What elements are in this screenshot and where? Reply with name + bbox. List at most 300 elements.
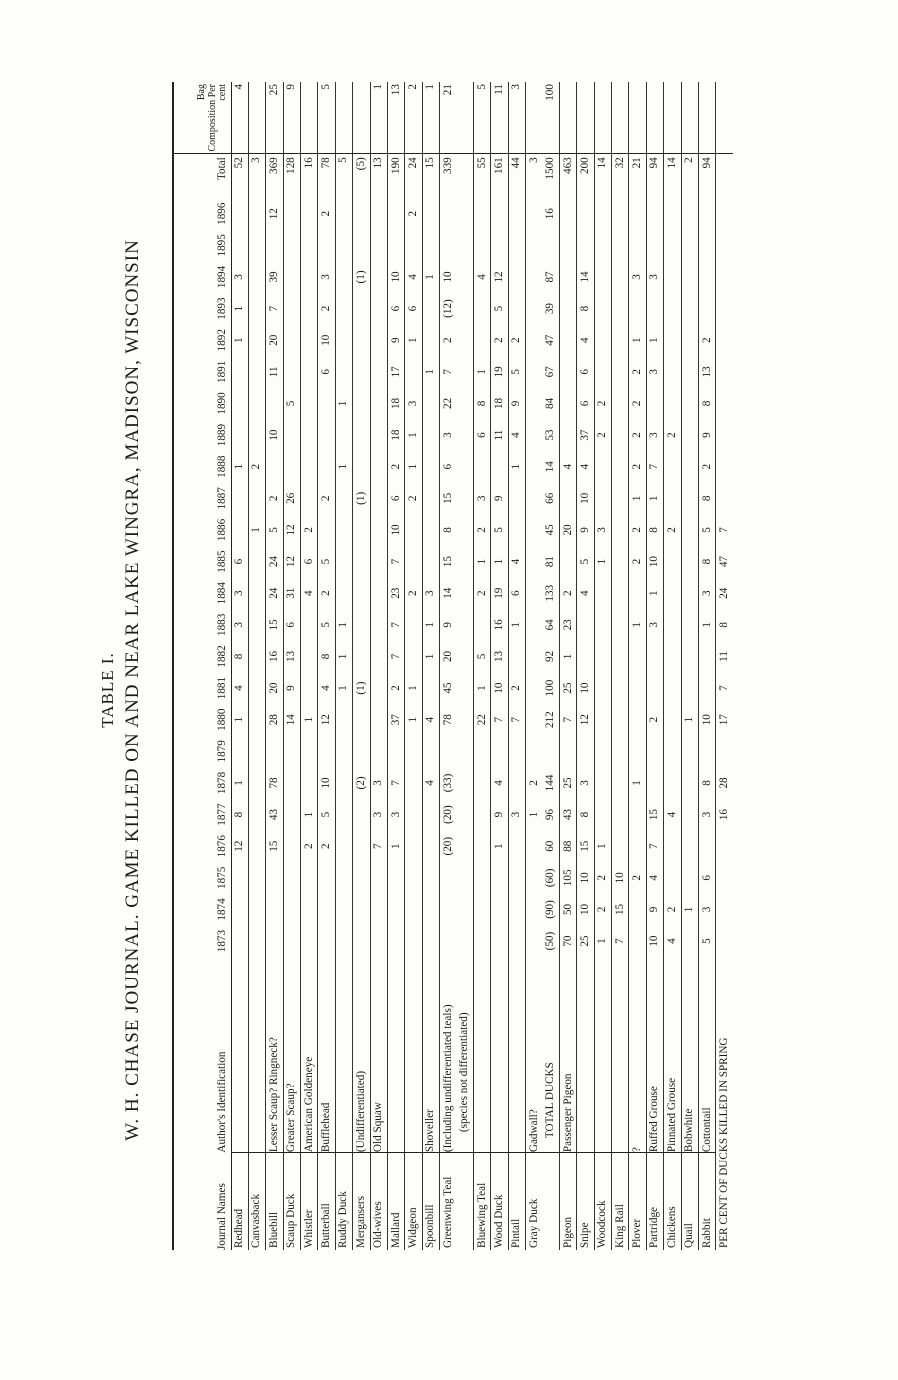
table-cell: 78 [266,767,283,799]
table-cell [266,862,283,894]
table-cell [681,609,698,641]
table-row [283,82,300,1250]
table-cell [664,356,681,388]
table-cell: 2 [526,767,543,799]
table-cell [594,641,611,673]
row-percent [612,82,629,154]
table-cell [283,830,300,862]
table-cell [370,293,387,325]
table-cell: 4 [559,451,576,483]
table-cell: 37 [388,704,405,736]
table-cell [559,198,576,230]
table-cell: 2 [301,830,318,862]
table-cell [526,483,543,515]
table-cell [457,767,474,799]
table-cell [646,293,663,325]
table-cell: 8 [440,514,457,546]
table-cell: 8 [699,388,716,420]
table-cell [526,356,543,388]
row-percent [526,82,543,154]
table-cell [301,925,318,957]
table-cell: 2 [508,324,525,356]
table-cell: 1 [301,799,318,831]
header-year-1878: 1878 [173,767,231,799]
table-cell [301,356,318,388]
table-cell: 6 [699,862,716,894]
table-cell: 1 [233,337,246,343]
header-year-1873: 1873 [173,925,231,957]
journal-name: Butterball [318,1153,335,1250]
table-cell [405,609,422,641]
table-cell [681,830,698,862]
table-cell [664,767,681,799]
table-cell [405,230,422,262]
table-cell [681,230,698,262]
journal-name: Quail [681,1153,698,1250]
table-cell [440,894,457,926]
table-cell [594,609,611,641]
table-cell: 2 [318,483,335,515]
table-cell: 3 [646,609,663,641]
table-cell [457,830,474,862]
table-cell: 10 [440,261,457,293]
table-cell [526,862,543,894]
journal-name: Partridge [646,1153,663,1250]
journal-name: Bluebill [266,1153,283,1250]
table-cell: (60) [544,868,557,888]
table-cell [526,736,543,768]
table-cell: 1 [508,451,525,483]
table-cell [473,862,490,894]
table-cell [594,483,611,515]
table-cell: 24 [716,577,733,609]
table-cell: 3 [699,894,716,926]
table-cell [353,356,370,388]
table-cell: 5 [473,641,490,673]
table-cell: 24 [266,577,283,609]
table-cell: 7 [388,641,405,673]
row-percent [559,82,576,154]
table-subtitle: W. H. CHASE JOURNAL. GAME KILLED ON AND NEAR LAKE WINGRA, MADISON, WISCONSIN [122,239,143,1141]
journal-name: Greenwing Teal [440,1153,457,1250]
table-cell [646,641,663,673]
row-total: 3 [526,154,543,198]
table-cell [283,261,300,293]
table-cell: 9 [508,388,525,420]
table-cell: 4 [233,685,246,691]
table-cell [388,925,405,957]
table-cell: 25 [577,925,594,957]
table-cell: 70 [559,925,576,957]
table-cell: 3 [233,274,246,280]
journal-name: Canvasback [248,1153,265,1250]
row-percent: 5 [473,82,490,154]
table-cell [335,767,352,799]
table-cell [370,704,387,736]
table-cell: 2 [629,546,646,578]
table-cell [335,356,352,388]
table-cell: 66 [544,492,557,504]
table-cell [594,356,611,388]
table-cell [612,261,629,293]
row-percent: 21 [440,82,457,154]
table-cell: 7 [440,356,457,388]
table-cell: 6 [440,451,457,483]
table-cell [457,261,474,293]
table-cell: 1 [335,672,352,704]
table-cell [335,736,352,768]
table-cell: 5 [318,799,335,831]
table-cell [231,736,248,768]
table-cell [681,546,698,578]
author-identification: American Goldeneye [301,957,318,1153]
header-journal: Journal Names [173,1153,231,1250]
table-cell [629,925,646,957]
journal-name: Snipe [577,1153,594,1250]
table-cell [473,198,490,230]
table-cell [473,736,490,768]
journal-name: Mergansers [353,1153,370,1250]
table-cell: 12 [283,546,300,578]
table-cell [681,767,698,799]
table-cell [559,736,576,768]
table-cell [594,767,611,799]
table-cell [248,609,265,641]
table-cell: 4 [318,672,335,704]
table-row [266,82,283,1250]
table-cell [664,261,681,293]
table-cell [612,324,629,356]
row-total: 463 [559,154,576,198]
header-year-1891: 1891 [173,356,231,388]
table-cell [612,356,629,388]
table-cell [508,198,525,230]
table-cell [353,419,370,451]
table-cell [716,388,733,420]
table-cell [283,324,300,356]
table-cell [231,356,248,388]
table-cell: 16 [491,609,508,641]
table-cell: 3 [508,799,525,831]
row-percent [664,82,681,154]
table-cell [248,293,265,325]
table-cell: 9 [577,514,594,546]
author-identification: Ruffed Grouse [646,957,663,1153]
table-cell [612,641,629,673]
table-cell [266,736,283,768]
table-cell [594,324,611,356]
table-cell [664,451,681,483]
table-cell: 7 [716,514,733,546]
table-cell [716,483,733,515]
table-cell [440,925,457,957]
table-cell: 31 [283,577,300,609]
journal-name: Scaup Duck [283,1153,300,1250]
table-cell [457,641,474,673]
row-total: 14 [664,154,681,198]
table-row [335,82,352,1250]
table-cell [664,736,681,768]
table-cell [577,230,594,262]
table-cell: 8 [577,799,594,831]
row-total: 339 [440,154,457,198]
table-cell [248,736,265,768]
table-cell [370,736,387,768]
table-cell: 2 [594,388,611,420]
table-cell [405,894,422,926]
journal-name: Whistler [301,1153,318,1250]
table-cell: 1 [646,483,663,515]
table-cell: 19 [491,577,508,609]
table-cell: 2 [405,483,422,515]
table-cell: 7 [388,767,405,799]
table-cell [526,609,543,641]
table-cell: 22 [473,704,490,736]
table-row [231,82,248,1250]
table-cell [301,419,318,451]
table-cell [248,483,265,515]
table-cell: 13 [283,641,300,673]
table-cell [422,830,439,862]
table-cell: 2 [629,356,646,388]
journal-name: Ruddy Duck [335,1153,352,1250]
header-year-1883: 1883 [173,609,231,641]
table-cell: 8 [473,388,490,420]
table-cell [629,293,646,325]
table-cell [699,736,716,768]
row-percent: 3 [508,82,525,154]
table-cell: 2 [646,704,663,736]
table-cell [473,451,490,483]
author-identification [612,957,629,1153]
table-cell: 4 [664,799,681,831]
table-cell [370,862,387,894]
table-cell: 1 [629,767,646,799]
table-cell [370,356,387,388]
table-cell [335,704,352,736]
table-cell: 1 [473,672,490,704]
table-cell [612,230,629,262]
table-cell [629,198,646,230]
table-title: TABLE I. [98,652,117,728]
row-percent [699,82,716,154]
table-cell [473,324,490,356]
table-cell: (20) [440,799,457,831]
table-cell [248,419,265,451]
table-cell: 8 [716,609,733,641]
table-cell: 10 [318,767,335,799]
row-total: 3 [248,154,265,198]
table-cell [457,324,474,356]
table-cell [457,894,474,926]
author-identification: ? [629,957,646,1153]
table-cell [681,198,698,230]
table-cell [491,736,508,768]
table-cell: 11 [716,641,733,673]
table-cell [301,324,318,356]
author-identification [248,957,265,1153]
table-cell [491,925,508,957]
table-cell [248,894,265,926]
table-cell: 12 [318,704,335,736]
table-cell [629,672,646,704]
table-cell [457,451,474,483]
table-cell: 2 [248,451,265,483]
table-cell [370,324,387,356]
table-cell: 7 [559,704,576,736]
table-cell [335,293,352,325]
header-year-1876: 1876 [173,830,231,862]
table-cell [422,894,439,926]
table-cell [353,641,370,673]
table-cell: 16 [266,641,283,673]
table-cell [716,198,733,230]
table-cell: 2 [594,419,611,451]
table-cell [716,230,733,262]
row-total: 15 [422,154,439,198]
table-cell [301,609,318,641]
table-cell [405,514,422,546]
journal-name: Redhead [231,1153,248,1250]
table-cell: 1 [422,356,439,388]
table-cell [353,862,370,894]
table-cell [543,736,560,768]
table-cell: 1 [301,704,318,736]
table-cell: 92 [544,650,557,663]
table-cell: 4 [508,419,525,451]
table-cell: 15 [612,894,629,926]
table-cell: 5 [699,514,716,546]
row-percent: 25 [266,82,283,154]
row-total: 5 [335,154,352,198]
table-cell: 20 [440,641,457,673]
table-cell: 10 [699,704,716,736]
row-percent: 11 [491,82,508,154]
header-year-1892: 1892 [173,324,231,356]
table-cell: 28 [266,704,283,736]
table-cell [301,293,318,325]
table-cell: 1 [335,641,352,673]
table-cell [335,324,352,356]
table-cell [422,799,439,831]
table-cell [335,419,352,451]
table-cell [301,451,318,483]
table-cell [681,419,698,451]
table-cell: 1 [405,419,422,451]
table-cell: 10 [388,261,405,293]
table-cell: 8 [699,483,716,515]
table-cell: 18 [388,388,405,420]
table-cell: 2 [318,198,335,230]
table-cell [559,419,576,451]
table-cell [248,356,265,388]
row-percent: 4 [231,82,248,154]
table-cell: 19 [491,356,508,388]
table-cell: 10 [577,862,594,894]
table-cell [594,198,611,230]
table-cell [612,419,629,451]
table-cell: 23 [559,609,576,641]
table-cell: 17 [388,356,405,388]
table-cell: 9 [491,799,508,831]
table-cell [457,198,474,230]
table-cell: 1 [629,324,646,356]
table-cell: 3 [440,419,457,451]
table-cell: 9 [440,609,457,641]
row-percent [457,82,474,154]
table-cell: (20) [440,830,457,862]
table-cell [681,514,698,546]
table-cell: 22 [440,388,457,420]
table-cell: 1 [681,894,698,926]
table-cell [335,546,352,578]
table-cell: 88 [559,830,576,862]
table-cell: 4 [646,862,663,894]
author-identification: Passenger Pigeon [559,957,576,1153]
table-cell: 14 [440,577,457,609]
table-cell: 10 [646,925,663,957]
table-cell [646,198,663,230]
table-cell [422,862,439,894]
table-cell: 3 [646,261,663,293]
header-year-1894: 1894 [173,261,231,293]
table-cell: 6 [388,483,405,515]
table-cell [612,736,629,768]
table-cell [457,799,474,831]
table-row [301,82,318,1250]
table-cell: 15 [266,830,283,862]
table-cell [335,830,352,862]
header-year-1885: 1885 [173,546,231,578]
table-cell: 2 [664,514,681,546]
row-percent: 9 [283,82,300,154]
table-cell: 1 [233,305,246,312]
author-identification: (Including undifferentiated teals) [440,957,457,1153]
author-identification: Cottontail [699,957,716,1153]
table-cell: 2 [508,672,525,704]
table-cell [473,230,490,262]
table-cell [440,230,457,262]
row-percent [716,82,733,154]
table-row [664,82,681,1250]
table-cell: 8 [577,293,594,325]
table-cell [353,704,370,736]
table-cell: 8 [233,811,246,818]
table-cell [526,451,543,483]
table-cell: 7 [491,704,508,736]
row-percent [594,82,611,154]
table-cell: 5 [577,546,594,578]
header-year-1887: 1887 [173,483,231,515]
table-cell [231,198,248,230]
table-cell [353,894,370,926]
table-cell [457,514,474,546]
table-row [699,82,716,1250]
table-cell [612,577,629,609]
table-cell [457,546,474,578]
author-identification: Gadwall? [526,957,543,1153]
table-cell [388,736,405,768]
table-cell: 43 [559,799,576,831]
table-cell: 10 [577,894,594,926]
table-cell [508,641,525,673]
table-cell [716,419,733,451]
table-cell: 96 [544,808,557,821]
table-cell: 1 [559,641,576,673]
journal-name: Mallard [388,1153,405,1250]
table-row [491,82,508,1250]
journal-name: King Rail [612,1153,629,1250]
